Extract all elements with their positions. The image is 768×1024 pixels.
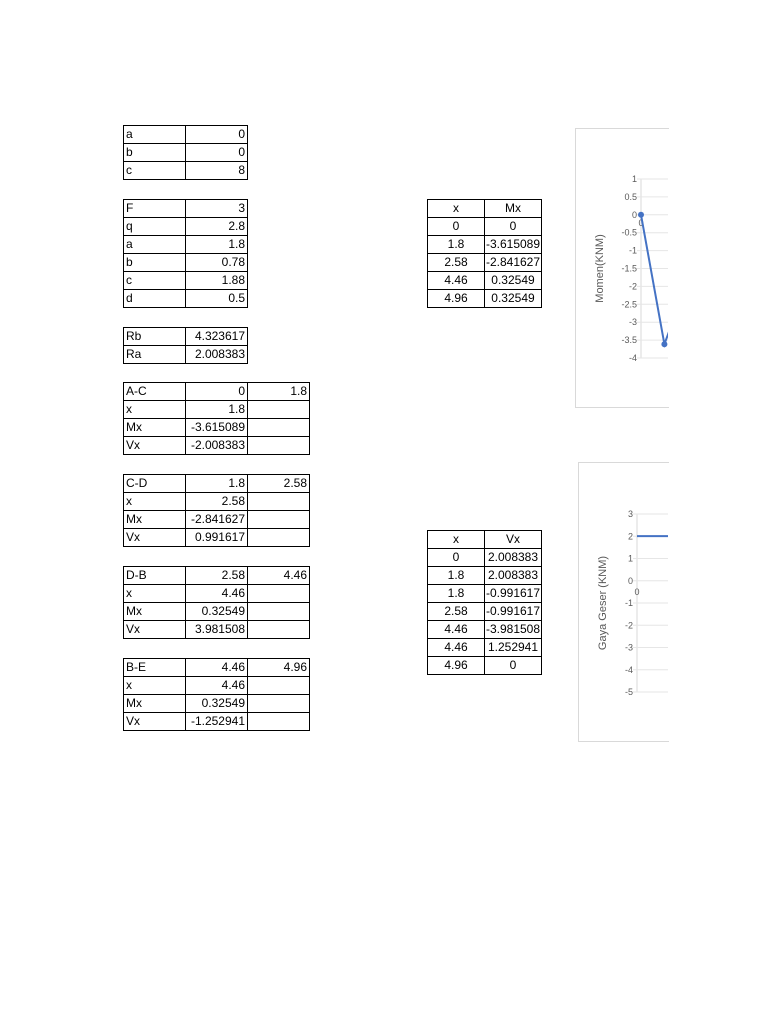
y-tick-label: -3	[628, 317, 637, 328]
table-cell: C-D	[124, 475, 186, 493]
table-cell	[248, 493, 310, 511]
table-cell: d	[124, 290, 186, 308]
table-row	[124, 272, 248, 290]
table-cell: 0	[428, 549, 485, 567]
table-cell	[248, 713, 310, 731]
table-row	[124, 236, 248, 254]
table-cell: 0.991617	[186, 529, 248, 547]
table-header-row	[428, 531, 542, 549]
table-cell: 0.32549	[485, 272, 542, 290]
table-row	[124, 126, 248, 144]
series-line	[641, 203, 668, 344]
table-cell: Vx	[124, 621, 186, 639]
table-cell: -0.991617	[485, 585, 542, 603]
table-row	[428, 218, 542, 236]
y-tick-label: 2	[627, 531, 633, 542]
table-cell: b	[124, 144, 186, 162]
moment-chart	[576, 129, 668, 406]
table-cell: Mx	[124, 695, 186, 713]
table-row	[124, 144, 248, 162]
column-header: Mx	[485, 200, 542, 218]
table-row	[124, 254, 248, 272]
table-row	[124, 621, 310, 639]
table-cell: 4.46	[428, 621, 485, 639]
shear-chart	[579, 463, 668, 740]
table-cell: Mx	[124, 603, 186, 621]
table-row	[124, 290, 248, 308]
y-tick-label: -1.5	[621, 263, 637, 274]
data-point	[661, 341, 667, 347]
table-cell: B-E	[124, 659, 186, 677]
table-cell: 8	[186, 162, 248, 180]
table-row	[428, 657, 542, 675]
table-cell: x	[124, 493, 186, 511]
table-cell: D-B	[124, 567, 186, 585]
x-tick-label: 0	[634, 586, 640, 597]
table-row	[124, 437, 310, 455]
table-cell: 1.8	[248, 383, 310, 401]
table-cell	[248, 603, 310, 621]
table-cell: -2.841627	[485, 254, 542, 272]
table-cell	[248, 419, 310, 437]
table-cell: 4.323617	[186, 328, 248, 346]
table-cell: 0.78	[186, 254, 248, 272]
table-cell: 2.8	[186, 218, 248, 236]
table-row	[124, 346, 248, 364]
table-cell: A-C	[124, 383, 186, 401]
table-cell: F	[124, 200, 186, 218]
table-row	[428, 621, 542, 639]
table-cell: 1.8	[186, 475, 248, 493]
table-row	[124, 585, 310, 603]
table-row	[124, 200, 248, 218]
table-cell: -1.252941	[186, 713, 248, 731]
table-cell: -3.615089	[485, 236, 542, 254]
table-cell: 2.58	[428, 254, 485, 272]
table-cell: a	[124, 126, 186, 144]
table-cell: 4.46	[428, 272, 485, 290]
table-cell	[248, 585, 310, 603]
table-cell: -3.615089	[186, 419, 248, 437]
shear-chart-clip	[579, 463, 668, 740]
table-cell: 4.96	[428, 657, 485, 675]
table-row	[428, 290, 542, 308]
column-header: x	[428, 531, 485, 549]
table-row	[428, 639, 542, 657]
table-cell: 1.8	[186, 236, 248, 254]
table-cell: b	[124, 254, 186, 272]
y-axis-title: Gaya Geser (KNM)	[597, 555, 609, 651]
y-tick-label: -2.5	[621, 299, 637, 310]
table-cell: 0	[485, 657, 542, 675]
table-row	[428, 603, 542, 621]
table-cell: a	[124, 236, 186, 254]
moment-chart-clip	[576, 129, 668, 406]
table-cell: 4.96	[428, 290, 485, 308]
table-cell: 2.008383	[186, 346, 248, 364]
table-row	[124, 401, 310, 419]
y-tick-label: 1	[631, 174, 637, 184]
table-cell: x	[124, 585, 186, 603]
table-row	[124, 511, 310, 529]
table-cell: x	[124, 401, 186, 419]
table-cell: Mx	[124, 511, 186, 529]
shear-table	[427, 530, 542, 675]
y-tick-label: -1	[628, 245, 637, 256]
y-tick-label: -3	[624, 642, 633, 653]
y-tick-label: -4	[624, 664, 633, 675]
segment-table-db	[123, 566, 310, 639]
table-cell: -0.991617	[485, 603, 542, 621]
y-tick-label: 3	[627, 509, 633, 519]
table-cell: Ra	[124, 346, 186, 364]
table-row	[428, 254, 542, 272]
table-cell: Mx	[124, 419, 186, 437]
segment-table-ac	[123, 382, 310, 455]
reactions-table	[123, 327, 248, 364]
table-row	[124, 475, 310, 493]
table-cell: 0.32549	[186, 695, 248, 713]
table-row	[124, 567, 310, 585]
table-cell	[248, 437, 310, 455]
table-cell: 1.252941	[485, 639, 542, 657]
table-row	[124, 383, 310, 401]
table-cell: 1.8	[428, 236, 485, 254]
table-cell: 4.46	[428, 639, 485, 657]
y-tick-label: -5	[624, 687, 633, 697]
table-row	[124, 218, 248, 236]
table-cell: 2.008383	[485, 549, 542, 567]
y-tick-label: 0	[631, 209, 637, 220]
table-cell: 0.32549	[485, 290, 542, 308]
table-cell: 1.88	[186, 272, 248, 290]
table-row	[124, 603, 310, 621]
table-cell: 1.8	[428, 585, 485, 603]
table-cell: 0	[428, 218, 485, 236]
table-cell: c	[124, 162, 186, 180]
table-cell: 0.32549	[186, 603, 248, 621]
moment-table	[427, 199, 542, 308]
y-tick-label: -2	[628, 281, 637, 292]
table-row	[124, 328, 248, 346]
table-row	[124, 493, 310, 511]
y-tick-label: 0	[627, 575, 633, 586]
table-cell: Vx	[124, 713, 186, 731]
table-cell: Rb	[124, 328, 186, 346]
table-row	[124, 677, 310, 695]
table-cell: 4.46	[186, 585, 248, 603]
segment-table-cd	[123, 474, 310, 547]
table-cell: 3	[186, 200, 248, 218]
table-cell: 4.46	[186, 659, 248, 677]
segment-table-be	[123, 658, 310, 731]
y-tick-label: -4	[628, 353, 637, 363]
table-cell: -3.981508	[485, 621, 542, 639]
table-cell: 2.58	[186, 493, 248, 511]
table-row	[124, 659, 310, 677]
y-tick-label: -1	[624, 598, 633, 608]
table-cell: x	[124, 677, 186, 695]
table-row	[428, 585, 542, 603]
table-cell: Vx	[124, 529, 186, 547]
table-row	[124, 419, 310, 437]
table-cell: 2.008383	[485, 567, 542, 585]
table-cell: 0	[186, 126, 248, 144]
table-cell	[248, 677, 310, 695]
table-cell: 0	[485, 218, 542, 236]
table-row	[124, 529, 310, 547]
params-load-table	[123, 199, 248, 308]
table-cell	[248, 511, 310, 529]
table-cell: 4.96	[248, 659, 310, 677]
y-tick-label: 0.5	[624, 191, 637, 202]
table-cell: 0	[186, 383, 248, 401]
x-tick-label: 0	[638, 217, 644, 228]
table-cell: -2.841627	[186, 511, 248, 529]
y-tick-label: 1	[627, 553, 633, 564]
table-cell: 1.8	[428, 567, 485, 585]
table-row	[428, 236, 542, 254]
table-cell: 4.46	[248, 567, 310, 585]
table-header-row	[428, 200, 542, 218]
y-axis-title: Momen(KNM)	[594, 234, 606, 303]
params-abc-table	[123, 125, 248, 180]
table-cell: 1.8	[186, 401, 248, 419]
table-row	[124, 695, 310, 713]
table-cell: 2.58	[186, 567, 248, 585]
table-row	[428, 272, 542, 290]
table-cell: c	[124, 272, 186, 290]
column-header: Vx	[485, 531, 542, 549]
table-cell	[248, 401, 310, 419]
table-cell: 2.58	[428, 603, 485, 621]
table-cell	[248, 529, 310, 547]
table-row	[124, 162, 248, 180]
table-cell: 3.981508	[186, 621, 248, 639]
table-cell: 4.46	[186, 677, 248, 695]
table-cell: 0.5	[186, 290, 248, 308]
table-row	[428, 567, 542, 585]
y-tick-label: -3.5	[621, 335, 637, 346]
y-tick-label: -2	[624, 620, 633, 631]
table-cell: 2.58	[248, 475, 310, 493]
table-cell: -2.008383	[186, 437, 248, 455]
column-header: x	[428, 200, 485, 218]
y-tick-label: -0.5	[621, 227, 637, 238]
table-cell	[248, 695, 310, 713]
table-cell: q	[124, 218, 186, 236]
table-row	[428, 549, 542, 567]
table-cell	[248, 621, 310, 639]
table-row	[124, 713, 310, 731]
table-cell: 0	[186, 144, 248, 162]
table-cell: Vx	[124, 437, 186, 455]
data-point	[638, 212, 644, 218]
